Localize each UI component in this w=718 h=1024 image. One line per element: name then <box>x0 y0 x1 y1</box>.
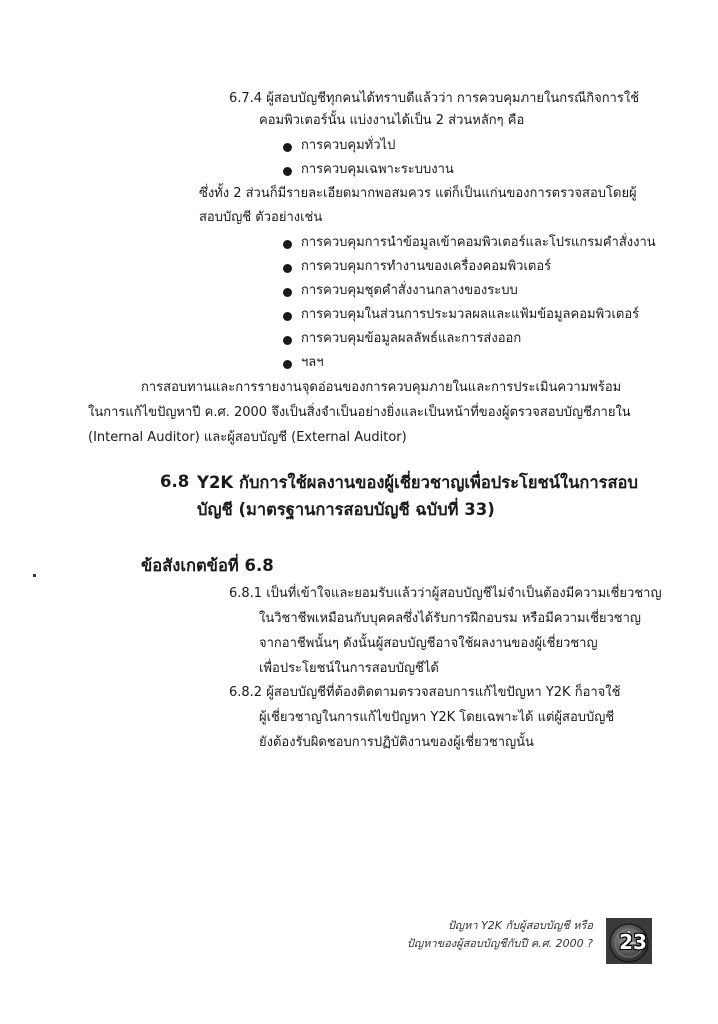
paragraph-line: ยังต้องรับผิดชอบการปฏิบัติงานของผู้เชี่ยวชาญนั้น <box>259 735 534 750</box>
paragraph-line: การสอบทานและการรายงานจุดอ่อนของการควบคุมภายในและการประเมินความพร้อม <box>141 380 622 395</box>
paragraph-line: ในการแก้ไขปัญหาปี ค.ศ. 2000 จึงเป็นสิ่งจำเป็นอย่างยิ่งและเป็นหน้าที่ของผู้ตรวจสอบบัญชีภายใน <box>88 405 631 420</box>
bullet-icon <box>283 288 292 297</box>
bullet-icon <box>283 336 292 345</box>
paragraph-line: จากอาชีพนั้นๆ ดังนั้นผู้สอบบัญชีอาจใช้ผลงานของผู้เชี่ยวชาญ <box>259 636 598 651</box>
footer-line: ปัญหาของผู้สอบบัญชีกับปี ค.ศ. 2000 ? <box>406 937 593 950</box>
list-item: การควบคุมการนำข้อมูลเข้าคอมพิวเตอร์และโปรแกรมคำสั่งงาน <box>301 235 656 250</box>
observation-heading: ข้อสังเกตข้อที่ 6.8 <box>141 556 274 575</box>
list-item: การควบคุมเฉพาะระบบงาน <box>301 162 454 177</box>
paragraph-line: ซึ่งทั้ง 2 ส่วนก็มีรายละเอียดมากพอสมควร แต่ก็เป็นแก่นของการตรวจสอบโดยผู้ <box>199 186 637 201</box>
stray-mark <box>33 574 36 577</box>
bullet-icon <box>283 264 292 273</box>
paragraph-line: (Internal Auditor) และผู้สอบบัญชี (External Auditor) <box>88 430 407 445</box>
page-number: 23 <box>619 930 647 954</box>
list-item: การควบคุมทั่วไป <box>301 138 396 153</box>
item-674-line2: คอมพิวเตอร์นั้น แบ่งงานได้เป็น 2 ส่วนหลักๆ คือ <box>259 113 525 128</box>
bullet-icon <box>283 167 292 176</box>
bullet-icon <box>283 143 292 152</box>
paragraph-line: ผู้เชี่ยวชาญในการแก้ไขปัญหา Y2K โดยเฉพาะได้ แต่ผู้สอบบัญชี <box>259 710 615 725</box>
bullet-icon <box>283 360 292 369</box>
paragraph-line: เพื่อประโยชน์ในการสอบบัญชีได้ <box>259 661 439 676</box>
list-item: การควบคุมการทำงานของเครื่องคอมพิวเตอร์ <box>301 259 552 274</box>
list-item: การควบคุมชุดคำสั่งงานกลางของระบบ <box>301 283 518 298</box>
bullet-icon <box>283 240 292 249</box>
paragraph-line: 6.8.2 ผู้สอบบัญชีที่ต้องติดตามตรวจสอบการแก้ไขปัญหา Y2K ก็อาจใช้ <box>229 685 621 700</box>
bullet-icon <box>283 312 292 321</box>
paragraph-line: สอบบัญชี ตัวอย่างเช่น <box>199 210 323 225</box>
list-item: การควบคุมข้อมูลผลลัพธ์และการส่งออก <box>301 331 522 346</box>
paragraph-line: 6.8.1 เป็นที่เข้าใจและยอมรับแล้วว่าผู้สอบบัญชีไม่จำเป็นต้องมีความเชี่ยวชาญ <box>229 586 662 601</box>
list-item: การควบคุมในส่วนการประมวลผลและแฟ้มข้อมูลคอมพิวเตอร์ <box>301 307 640 322</box>
paragraph-line: ในวิชาชีพเหมือนกับบุคคลซึ่งได้รับการฝึกอบรม หรือมีความเชี่ยวชาญ <box>259 611 642 626</box>
section-title: Y2K กับการใช้ผลงานของผู้เชี่ยวชาญเพื่อประโยชน์ในการสอบ <box>197 473 638 492</box>
footer-line: ปัญหา Y2K กับผู้สอบบัญชี หรือ <box>447 919 593 932</box>
list-item: ฯลฯ <box>301 355 324 370</box>
section-title: บัญชี (มาตรฐานการสอบบัญชี ฉบับที่ 33) <box>197 500 495 519</box>
section-number: 6.8 <box>160 472 190 491</box>
item-674-line1: 6.7.4 ผู้สอบบัญชีทุกคนได้ทราบดีแล้วว่า การควบคุมภายในกรณีกิจการใช้ <box>229 91 640 106</box>
